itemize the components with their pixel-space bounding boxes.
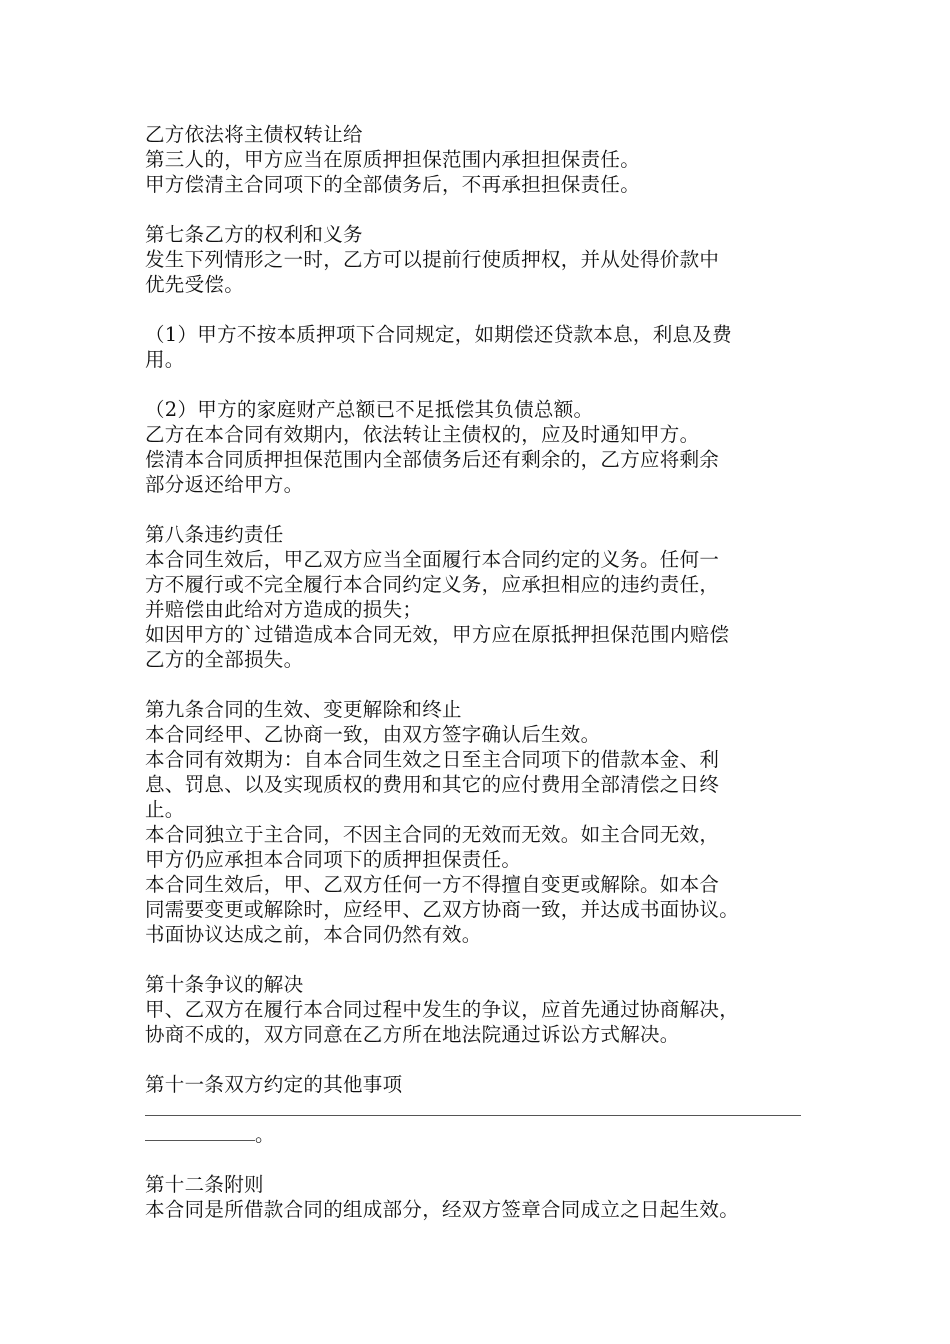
text-line: （1）甲方不按本质押项下合同规定，如期偿还贷款本息，利息及费 xyxy=(145,323,732,346)
paragraph-gap xyxy=(145,372,815,397)
text-line: 本合同有效期为：自本合同生效之日至主合同项下的借款本金、利 xyxy=(145,748,720,771)
paragraph-gap xyxy=(145,1047,815,1072)
text-line: 甲、乙双方在履行本合同过程中发生的争议，应首先通过协商解决， xyxy=(145,998,740,1021)
text-line: 用。 xyxy=(145,348,185,371)
underline-blank xyxy=(145,1115,801,1116)
paragraph-gap xyxy=(145,197,815,222)
text-line: 乙方的全部损失。 xyxy=(145,648,304,671)
text-line: 第七条乙方的权利和义务 xyxy=(145,223,363,246)
text-line: 息、罚息、以及实现质权的费用和其它的应付费用全部清偿之日终 xyxy=(145,773,720,796)
paragraph-gap xyxy=(145,497,815,522)
text-line: 乙方依法将主债权转让给 xyxy=(145,123,363,146)
paragraph-gap xyxy=(145,947,815,972)
text-line: 发生下列情形之一时，乙方可以提前行使质押权，并从处得价款中 xyxy=(145,248,720,271)
paragraph-gap xyxy=(145,297,815,322)
text-line: 同需要变更或解除时，应经甲、乙双方协商一致，并达成书面协议。 xyxy=(145,898,740,921)
paragraph-gap xyxy=(145,672,815,697)
text-line: 本合同生效后，甲乙双方应当全面履行本合同约定的义务。任何一 xyxy=(145,548,720,571)
text-line: 甲方偿清主合同项下的全部债务后，不再承担担保责任。 xyxy=(145,173,641,196)
text-line: 止。 xyxy=(145,798,185,821)
document-body xyxy=(145,122,815,1222)
text-line: 并赔偿由此给对方造成的损失； xyxy=(145,598,423,621)
underline-blank-short xyxy=(145,1140,255,1141)
text-line: 第三人的，甲方应当在原质押担保范围内承担担保责任。 xyxy=(145,148,641,171)
closing-text-block xyxy=(145,1147,815,1222)
text-line: （2）甲方的家庭财产总额已不足抵偿其负债总额。 xyxy=(145,398,594,421)
paragraph-gap xyxy=(145,1147,815,1172)
text-line: 乙方在本合同有效期内，依法转让主债权的，应及时通知甲方。 xyxy=(145,423,700,446)
text-line: 部分返还给甲方。 xyxy=(145,473,304,496)
text-line: 第十条争议的解决 xyxy=(145,973,304,996)
text-line: 第十一条双方约定的其他事项 xyxy=(145,1073,403,1096)
blank-end-mark: 。 xyxy=(255,1123,275,1146)
text-line: 第八条违约责任 xyxy=(145,523,284,546)
blank-fill-line-1 xyxy=(145,1097,815,1122)
text-line: 优先受偿。 xyxy=(145,273,245,296)
text-line: 第十二条附则 xyxy=(145,1173,264,1196)
text-line: 本合同独立于主合同，不因主合同的无效而无效。如主合同无效， xyxy=(145,823,720,846)
text-line: 协商不成的，双方同意在乙方所在地法院通过诉讼方式解决。 xyxy=(145,1023,680,1046)
text-line: 本合同生效后，甲、乙双方任何一方不得擅自变更或解除。如本合 xyxy=(145,873,720,896)
text-line: 本合同是所借款合同的组成部分，经双方签章合同成立之日起生效。 xyxy=(145,1198,740,1221)
blank-fill-line-2 xyxy=(145,1122,815,1147)
text-line: 偿清本合同质押担保范围内全部债务后还有剩余的，乙方应将剩余 xyxy=(145,448,720,471)
main-text-block xyxy=(145,122,815,1097)
text-line: 方不履行或不完全履行本合同约定义务，应承担相应的违约责任， xyxy=(145,573,720,596)
text-line: 书面协议达成之前，本合同仍然有效。 xyxy=(145,923,482,946)
text-line: 第九条合同的生效、变更解除和终止 xyxy=(145,698,462,721)
text-line: 如因甲方的`过错造成本合同无效，甲方应在原抵押担保范围内赔偿 xyxy=(145,623,730,646)
text-line: 本合同经甲、乙协商一致，由双方签字确认后生效。 xyxy=(145,723,601,746)
text-line: 甲方仍应承担本合同项下的质押担保责任。 xyxy=(145,848,522,871)
